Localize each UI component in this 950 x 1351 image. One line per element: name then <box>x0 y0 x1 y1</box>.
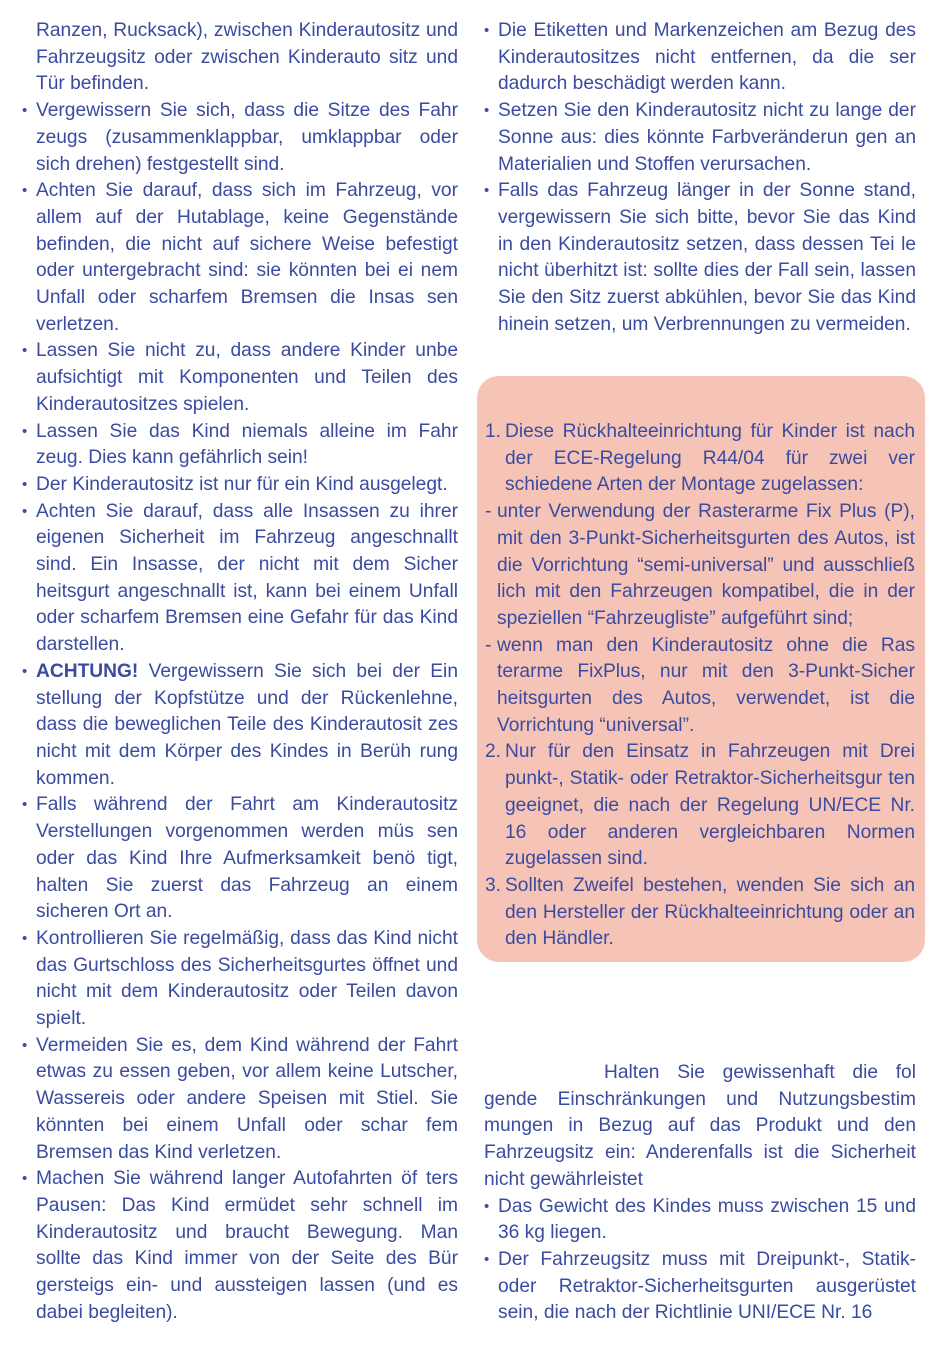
dash-item: - wenn man den Kinderautositz ohne die Ras terarme FixPlus, nur mit den 3-Punkt-Sicher heitsgurten des Autos, verwendet, ist die Vorrichtung “universal”. <box>485 633 915 740</box>
numbered-item <box>485 419 915 499</box>
numbered-item <box>485 739 915 873</box>
left-column <box>22 18 458 1326</box>
bullet-item: • Der Kinderautositz ist nur für ein Kind ausgelegt. <box>22 472 458 499</box>
item-text: Diese Rückhalteeinrichtung für Kinder ist nach der ECE-Regelung R44/04 für zwei ver schiedene Arten der Montage zugelassen: <box>505 421 915 496</box>
restrictions-intro: Halten Sie gewissenhaft die fol gende Einschränkungen und Nutzungsbestim mungen in Bezug auf das Produkt und den Fahrzeugsitz ein: Anderenfalls ist die Sicherheit nicht gewährleistet <box>484 1062 916 1190</box>
warning-bullet <box>22 659 458 793</box>
warning-text: Vergewissern Sie sich bei der Ein stellung der Kopfstütze und der Rückenlehne, dass die beweglichen Teile des Kinderautosit zes nicht mit dem Körper des Kindes in Berüh rung kommen. <box>36 660 458 789</box>
warning-label: ACHTUNG! <box>36 660 139 682</box>
right-column <box>484 18 916 338</box>
bullet-item: • Achten Sie darauf, dass sich im Fahrzeug, vor allem auf der Hutablage, keine Gegenstände befinden, die nicht auf sichere Weise befestigt oder untergebracht sind: sie könnten bei ei nem Unfall oder scharfem Bremsen die Insas sen verletzen. <box>22 178 458 338</box>
bullet-item: • Der Fahrzeugsitz muss mit Dreipunkt-, Statik- oder Retraktor-Sicherheitsgurten ausgerüstet sein, die nach der Richtlinie UNI/ECE Nr. 16 <box>484 1247 916 1327</box>
item-number: 1. <box>485 421 502 442</box>
usage-restrictions <box>484 1060 916 1327</box>
notice-box <box>477 376 925 962</box>
notice-box-content <box>485 419 915 953</box>
bullet-item: • Achten Sie darauf, dass alle Insassen zu ihrer eigenen Sicherheit im Fahrzeug angeschnallt sind. Ein Insasse, der nicht mit dem Sicher heitsgurt angeschnallt ist, kann bei einem Unfall oder scharfem Bremsen eine Gefahr für das Kind darstellen. <box>22 499 458 659</box>
item-text: Nur für den Einsatz in Fahrzeugen mit Drei punkt-, Statik- oder Retraktor-Sicherheitsgur ten geeignet, die nach der Regelung UN/ECE Nr. 16 oder anderen vergleichbaren Normen zugelassen sind. <box>505 741 915 870</box>
bullet-item: • Das Gewicht des Kindes muss zwischen 15 und 36 kg liegen. <box>484 1194 916 1247</box>
lead-paragraph: Ranzen, Rucksack), zwischen Kinderautositz und Fahrzeugsitz oder zwischen Kinderauto sitz und Tür befinden. <box>36 20 458 95</box>
bullet-item: • Vergewissern Sie sich, dass die Sitze des Fahr zeugs (zusammenklappbar, umklappbar oder sich drehen) festgestellt sind. <box>22 98 458 178</box>
bullet-item: • Setzen Sie den Kinderautositz nicht zu lange der Sonne aus: dies könnte Farbveränderun gen an Materialien und Stoffen verursachen. <box>484 98 916 178</box>
item-number: 3. <box>485 874 502 896</box>
bullet-item: • Falls das Fahrzeug länger in der Sonne stand, vergewissern Sie sich bitte, bevor Sie das Kind in den Kinderautositz setzen, dass dessen Tei le nicht überhitzt ist: sollte dies der Fall sein, lassen Sie den Sitz zuerst abkühlen, bevor Sie das Kind hinein setzen, um Verbrennungen zu vermeiden. <box>484 178 916 338</box>
item-text: Sollten Zweifel bestehen, wenden Sie sich an den Hersteller der Rückhalteeinrichtung oder an den Händler. <box>505 874 915 950</box>
bullet-item: • Lassen Sie das Kind niemals alleine im Fahr zeug. Dies kann gefährlich sein! <box>22 419 458 472</box>
bullet-item: • Machen Sie während langer Autofahrten öf ters Pausen: Das Kind ermüdet sehr schnell im Kinderautositz und braucht Bewegung. Man sollte das Kind immer von der Seite des Bür gersteigs ein- und aussteigen lassen (und es dabei begleiten). <box>22 1166 458 1326</box>
dash-item: - unter Verwendung der Rasterarme Fix Plus (P), mit den 3-Punkt-Sicherheitsgurten des Autos, ist die Vorrichtung “semi-universal” und ausschließ lich mit den Fahrzeugen kompatibel, die in der speziellen “Fahrzeugliste” aufgeführt sind; <box>485 499 915 633</box>
numbered-item <box>485 873 915 953</box>
bullet-item: • Falls während der Fahrt am Kinderautositz Verstellungen vorgenommen werden müs sen oder das Kind Ihre Aufmerksamkeit benö tigt, halten Sie zuerst das Fahrzeug an einem sicheren Ort an. <box>22 792 458 926</box>
bullet-item: • Vermeiden Sie es, dem Kind während der Fahrt etwas zu essen geben, vor allem keine Lutscher, Wassereis oder andere Speisen mit Stiel. Sie könnten bei einem Unfall oder schar fem Bremsen das Kind verletzen. <box>22 1033 458 1167</box>
item-number: 2. <box>485 741 502 763</box>
bullet-item: • Kontrollieren Sie regelmäßig, dass das Kind nicht das Gurtschloss des Sicherheitsgurtes öffnet und nicht mit dem Kinderautositz oder Teilen davon spielt. <box>22 926 458 1033</box>
bullet-item: • Lassen Sie nicht zu, dass andere Kinder unbe aufsichtigt mit Komponenten und Teilen des Kinderautositzes spielen. <box>22 338 458 418</box>
bullet-item: • Die Etiketten und Markenzeichen am Bezug des Kinderautositzes nicht entfernen, da die ser dadurch beschädigt werden kann. <box>484 18 916 98</box>
